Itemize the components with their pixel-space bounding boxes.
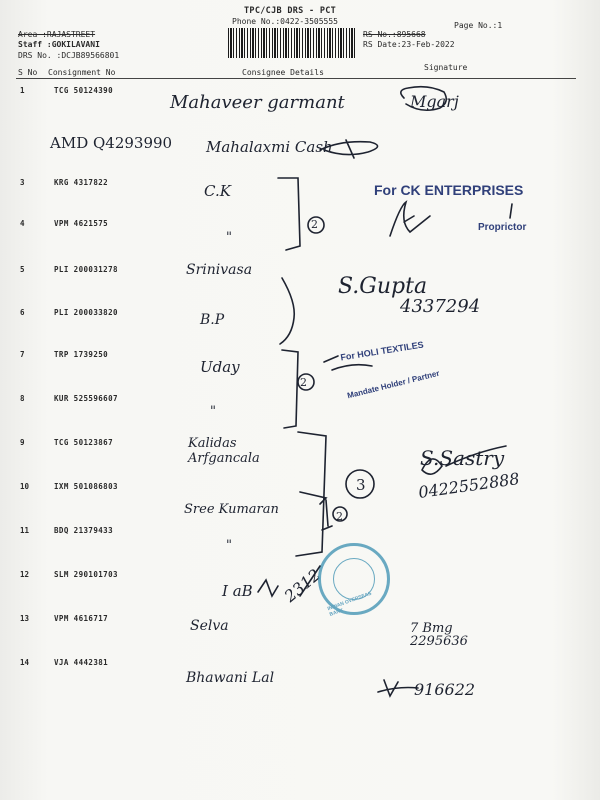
seal-label: INDIAN OVERSEAS BANK [326, 590, 373, 618]
row-14-number: 14 [20, 658, 30, 667]
row-8-consignment: KUR 525596607 [54, 394, 118, 403]
row-7-consignment: TRP 1739250 [54, 350, 109, 359]
row-4-number: 4 [20, 219, 25, 228]
col-consignee-header: Consignee Details [242, 68, 324, 77]
staff-field: Staff :GOKILAVANI [18, 40, 100, 49]
row-10-signature: 0422552888 [417, 469, 521, 502]
textiles-role-label: Mandate Holder / Partner [346, 368, 441, 401]
document-title: TPC/CJB DRS - PCT [244, 6, 337, 16]
row-5-consignee: Srinivasa [186, 262, 253, 278]
row-7-number: 7 [20, 350, 25, 359]
row-2-consignment: AMD Q4293990 [50, 134, 173, 152]
row-9-consignment: TCG 50123867 [54, 438, 113, 447]
row-1-consignee: Mahaveer garmant [170, 92, 345, 113]
row-14-consignment: VJA 4442381 [54, 658, 109, 667]
row-8-consignee: " [210, 404, 216, 419]
col-consignment-header: Consignment No [48, 68, 116, 77]
row-5-signature: S.Gupta [338, 274, 428, 299]
row-3-consignee: C.K [204, 182, 231, 200]
group-mark-7-8: 2 [300, 376, 307, 389]
ck-enterprises-stamp: For CK ENTERPRISES [374, 182, 524, 198]
drs-number: DRS No. :DCJB89566801 [18, 51, 120, 60]
textiles-stamp: For HOLI TEXTILES [339, 339, 425, 363]
row-12-signature: 2312 [280, 565, 325, 606]
row-1-number: 1 [20, 86, 25, 95]
row-3-consignment: KRG 4317822 [54, 178, 109, 187]
ck-proprietor-label: Proprictor [478, 222, 527, 233]
row-10-consignment: IXM 501086803 [54, 482, 118, 491]
row-1-consignment: TCG 50124390 [54, 86, 113, 95]
group-mark-9-11: 3 [356, 476, 366, 494]
rs-number: RS No.:895668 [363, 30, 426, 39]
row-13-number: 13 [20, 614, 30, 623]
page-number: Page No.:1 [454, 21, 503, 30]
row-11-consignee: " [226, 538, 232, 553]
row-8-number: 8 [20, 394, 25, 403]
row-14-consignee: Bhawani Lal [186, 670, 275, 686]
bank-seal-stamp [318, 543, 390, 618]
row-9-number: 9 [20, 438, 25, 447]
row-14-signature: 916622 [414, 680, 476, 699]
row-4-consignee: " [226, 230, 232, 245]
row-11-number: 11 [20, 526, 30, 535]
row-4-consignment: VPM 4621575 [54, 219, 109, 228]
row-11-consignment: BDQ 21379433 [54, 526, 113, 535]
row-6-signature: 4337294 [400, 296, 481, 317]
row-12-number: 12 [20, 570, 30, 579]
row-5-consignment: PLI 200031278 [54, 265, 118, 274]
row-12-consignee: I aB [222, 582, 253, 600]
row-13-consignee: Selva [190, 618, 229, 634]
phone-number: Phone No.:0422-3505555 [232, 17, 338, 26]
row-5-number: 5 [20, 265, 25, 274]
group-mark-small: 2 [336, 510, 343, 523]
header-divider [16, 78, 576, 79]
row-10-consignee: Sree Kumaran [184, 502, 279, 517]
barcode [228, 28, 356, 58]
row-7-consignee: Uday [200, 358, 240, 376]
area-field: Area :RAJASTREET [18, 30, 96, 39]
row-6-number: 6 [20, 308, 25, 317]
row-1-signature: Mgarj [410, 92, 459, 111]
row-10-number: 10 [20, 482, 30, 491]
row-3-number: 3 [20, 178, 25, 187]
row-2-consignee: Mahalaxmi Cash [206, 138, 333, 156]
col-signature-header: Signature [424, 63, 468, 72]
col-sno-header: S No [18, 68, 38, 77]
row-9-consignee: Kalidas Arfgancala [188, 436, 260, 466]
group-mark-3-4: 2 [311, 218, 318, 231]
rs-date: RS Date:23-Feb-2022 [363, 40, 455, 49]
row-13-consignment: VPM 4616717 [54, 614, 109, 623]
row-9-signature: S.Sastry [420, 446, 505, 470]
row-12-consignment: SLM 290101703 [54, 570, 118, 579]
row-6-consignment: PLI 200033820 [54, 308, 118, 317]
row-13-signature: 7 Bmg 2295636 [410, 621, 468, 649]
row-6-consignee: B.P [200, 312, 225, 328]
